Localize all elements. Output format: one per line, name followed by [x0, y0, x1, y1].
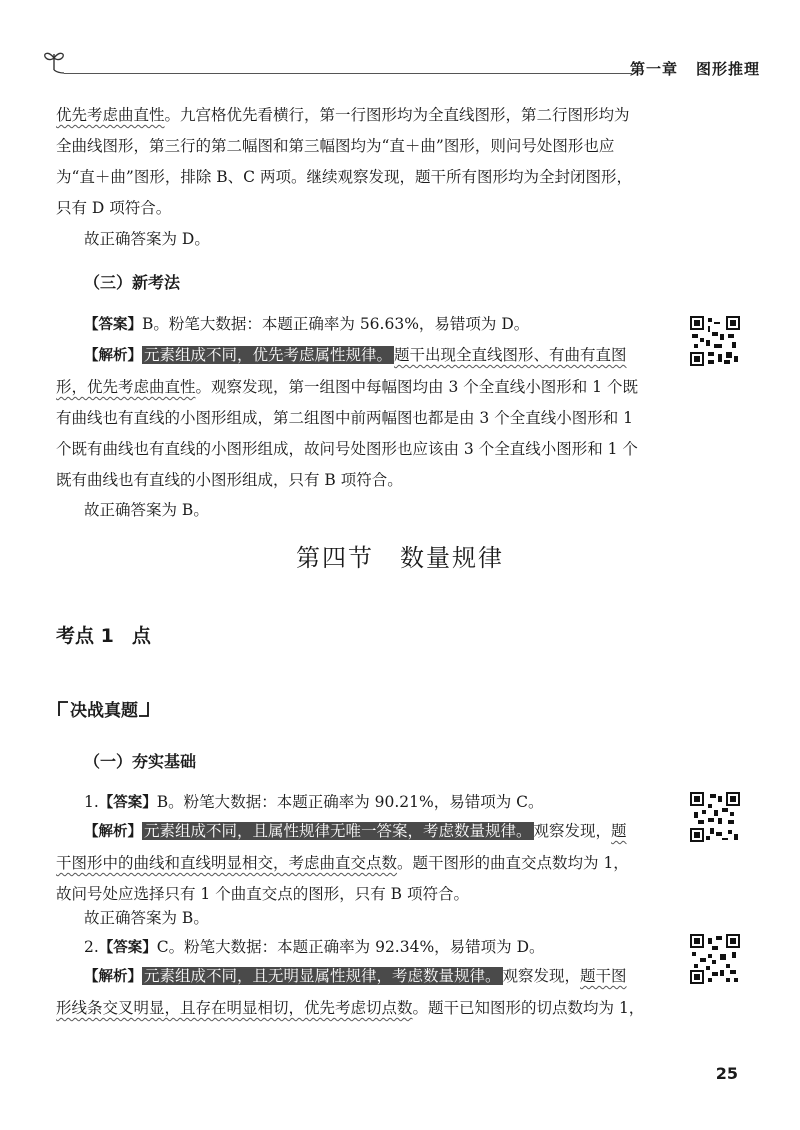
- paragraph-text: 。九宫格优先看横行，第一行图形均为全直线图形，第二行图形均为: [164, 106, 630, 124]
- highlight-text: 元素组成不同，优先考虑属性规律。: [144, 346, 393, 364]
- emphasis-text: 形线条交叉明显，且存在明显相切，优先考虑切点数: [56, 999, 413, 1017]
- answer-q2: [56, 932, 676, 964]
- subsection-title-3: （三）新考法: [84, 273, 181, 292]
- paragraph-text: 。题干图形的曲直交点数均为 1，: [397, 854, 629, 872]
- qr-code-icon[interactable]: [690, 934, 740, 984]
- section-title: [0, 538, 800, 573]
- conclusion-q1: 故正确答案为 B。: [84, 909, 209, 927]
- chapter-label: 第一章: [629, 60, 678, 78]
- highlight-text: 元素组成不同，且属性规律无唯一答案，考虑数量规律。: [144, 822, 532, 840]
- topic-title: [56, 621, 151, 648]
- paragraph-1: [56, 100, 676, 224]
- qr-code-icon[interactable]: [690, 316, 740, 366]
- paragraph-line: 个既有曲线也有直线的小图形组成，故问号处图形也应该由 3 个全直线小图形和 1 个: [56, 440, 638, 458]
- answer-label: 【答案】: [84, 317, 142, 333]
- corner-bracket-right-icon: [138, 700, 152, 718]
- section-number: 第四节: [296, 544, 374, 572]
- paragraph-line: 全曲线图形，第三行的第二幅图和第三幅图均为“直＋曲”图形，则问号处图形也应: [56, 137, 615, 155]
- page-header: [40, 46, 760, 86]
- answer-3: [56, 309, 676, 341]
- corner-bracket-left-icon: [56, 700, 70, 718]
- emphasis-text: 干图形中的曲线和直线明显相交，考虑曲直交点数: [56, 854, 398, 872]
- header-rule: [64, 73, 632, 74]
- emphasis-text: 题: [611, 822, 627, 840]
- topic-number: 考点 1: [56, 625, 114, 647]
- explanation-3: [56, 340, 676, 496]
- question-number: 1.: [84, 793, 99, 811]
- emphasis-text: 形，优先考虑曲直性: [56, 378, 196, 396]
- explanation-label: 【解析】: [84, 824, 142, 840]
- explanation-q1: [56, 816, 676, 910]
- question-number: 2.: [84, 938, 99, 956]
- explanation-q2: [56, 961, 676, 1024]
- block-title: [56, 696, 152, 721]
- emphasis-text: 题干图: [580, 967, 627, 985]
- answer-q1: [56, 787, 676, 819]
- section-name: 数量规律: [400, 544, 504, 572]
- conclusion-1: 故正确答案为 D。: [84, 230, 210, 248]
- paragraph-text: 观察发现，: [533, 822, 612, 840]
- paragraph-text: 。观察发现，第一组图中每幅图均由 3 个全直线小图形和 1 个既: [195, 378, 638, 396]
- paragraph-line: 既有曲线也有直线的小图形组成，只有 B 项符合。: [56, 471, 403, 489]
- emphasis-text: 优先考虑曲直性: [56, 106, 165, 124]
- paragraph-line: 故问号处应选择只有 1 个曲直交点的图形，只有 B 项符合。: [56, 885, 469, 903]
- highlight-text: 元素组成不同，且无明显属性规律，考虑数量规律。: [144, 967, 501, 985]
- answer-text: B。粉笔大数据：本题正确率为 56.63%，易错项为 D。: [142, 315, 530, 333]
- answer-text: B。粉笔大数据：本题正确率为 90.21%，易错项为 C。: [156, 793, 544, 811]
- answer-label: 【答案】: [98, 795, 157, 811]
- emphasis-text: 题干出现全直线图形、有曲有直图: [394, 346, 627, 364]
- paragraph-line: 为“直＋曲”图形，排除 B、C 两项。继续观察发现，题干所有图形均为全封闭图形，: [56, 168, 632, 186]
- paragraph-text: 。题干已知图形的切点数均为 1，: [412, 999, 645, 1017]
- page-number: 25: [715, 1064, 738, 1083]
- qr-code-icon[interactable]: [690, 792, 740, 842]
- explanation-label: 【解析】: [84, 969, 142, 985]
- paragraph-line: 只有 D 项符合。: [56, 199, 172, 217]
- leaf-icon: [40, 46, 70, 76]
- answer-text: C。粉笔大数据：本题正确率为 92.34%，易错项为 D。: [156, 938, 545, 956]
- answer-label: 【答案】: [98, 940, 157, 956]
- paragraph-line: 有曲线也有直线的小图形组成，第二组图中前两幅图也都是由 3 个全直线小图形和 1: [56, 409, 634, 427]
- subsection-title-1: （一）夯实基础: [84, 752, 197, 771]
- conclusion-3: 故正确答案为 B。: [84, 501, 209, 519]
- block-title-text: 决战真题: [70, 701, 138, 721]
- chapter-title: 图形推理: [695, 60, 760, 78]
- paragraph-text: 观察发现，: [502, 967, 581, 985]
- topic-name: 点: [131, 625, 151, 647]
- explanation-label: 【解析】: [84, 348, 142, 364]
- header-title: [630, 58, 760, 79]
